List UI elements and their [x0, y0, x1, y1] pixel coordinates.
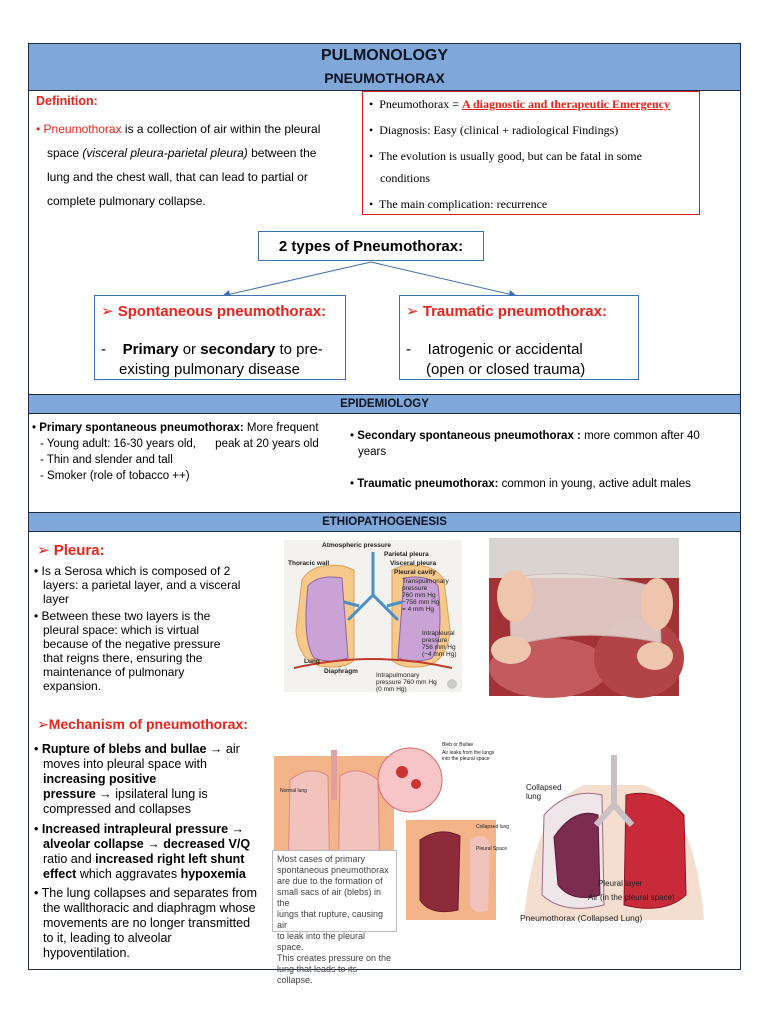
definition-line4: complete pulmonary collapse. [47, 194, 206, 208]
keypoint-1-emphasis: A diagnostic and therapeutic Emergency [461, 97, 670, 111]
mechanism-bullet-3: • The lung collapses and separates from the wallthoracic and diaphragm whose movements are no longer transmitted to it, leading to alveolar hypoventilation. [34, 886, 284, 961]
traumatic-type-box: ➢ Traumatic pneumothorax: - Iatrogenic or accidental (open or closed trauma) [399, 295, 639, 380]
pleura-photo-illustration [489, 538, 679, 696]
label-intrapulmonary-760: pressure 760 mm Hg [376, 679, 437, 686]
definition-heading: Definition: [36, 94, 98, 108]
keypoints-box: • Pneumothorax = A diagnostic and therapeutic Emergency • Diagnosis: Easy (clinical + radiological Findings) • The evolution is usually good, but can be fatal in some conditions • The main complication: recurrence [362, 91, 700, 215]
pleura-heading [37, 541, 105, 559]
traumatic-heading: Traumatic pneumothorax: [422, 303, 607, 320]
label-visceral-pleura: Visceral pleura [390, 560, 437, 567]
bleb-caption [272, 850, 397, 985]
arrow-bullet-icon: ➢ [37, 716, 49, 732]
epidemiology-traumatic: • Traumatic pneumothorax: common in young, active adult males [350, 478, 691, 490]
label-parietal-pleura: Parietal pleura [384, 551, 429, 558]
m2-arrow2: → [143, 837, 164, 851]
m3-l2: the wallthoracic and diaphragm whose [43, 901, 256, 915]
arrow-bullet-icon: ➢ [406, 303, 423, 320]
label-pleural-space: Pleural Space [476, 846, 508, 852]
label-0mmhg: (0 mm Hg) [376, 686, 407, 693]
spontaneous-secondary: secondary [200, 341, 276, 358]
m1-increasing: increasing positive [43, 772, 157, 786]
label-air-in-pleural-space: Air (in the pleural space) [588, 893, 675, 902]
label-intrapleural: Intrapleural [422, 630, 455, 637]
definition-term: Pneumothorax [43, 122, 122, 136]
pleural-pressure-diagram [284, 540, 462, 692]
epi-secondary-heading: Secondary spontaneous pneumothorax : [357, 430, 581, 442]
epi-primary-rest: More frequent [243, 422, 319, 434]
m3-l1: The lung collapses and separates from [41, 886, 258, 900]
pleura-bullet-2: • Between these two layers is the pleural space: which is virtual because of the negative pressure that reigns there, ensuring the maintenance of pulmonary expansion. [34, 609, 274, 693]
spontaneous-to-pre: to pre- [275, 341, 323, 358]
keypoint-3: The evolution is usually good, but can be fatal in some [378, 149, 642, 163]
label-intrapulmonary: Intrapulmonary [376, 672, 420, 679]
m2-ratio: ratio and [43, 852, 96, 866]
label-760: 760 mm Hg [402, 592, 436, 599]
definition-line2-italic: (visceral pleura-parietal pleura) [82, 146, 248, 160]
epi-primary-age: - Young adult: 16-30 years old, peak at 20 years old [40, 438, 319, 450]
pleura-b2-l6: expansion. [43, 679, 102, 693]
label-intrapleural-pressure: pressure [422, 637, 448, 644]
arrow-bullet-icon: ➢ [101, 303, 118, 320]
epi-primary-smoker: - Smoker (role of tobacco ++) [40, 470, 190, 482]
collapsed-lung-caption: Pneumothorax (Collapsed Lung) [520, 913, 643, 923]
keypoint-4: The main complication: recurrence [378, 197, 548, 211]
section-title-epidemiology: EPIDEMIOLOGY [29, 394, 740, 414]
label-atmospheric-pressure: Atmospheric pressure [322, 542, 391, 549]
label-collapsed: Collapsed [526, 783, 562, 792]
caption-line-3: are due to the formation of [277, 876, 383, 886]
pleura-b2-l5: maintenance of pulmonary [43, 665, 185, 679]
label-bleb-bullae: Bleb or Bullae [442, 742, 474, 748]
m2-vq: decreased V/Q [163, 837, 251, 851]
m3-l4: to it, leading to alveolar [43, 931, 172, 945]
label-collapsed-lung: Collapsed lung [476, 824, 510, 830]
m1-blebs: Rupture of blebs and bullae [41, 742, 207, 756]
m2-hypoxemia: hypoxemia [180, 867, 246, 881]
m1-compressed: compressed and collapses [43, 802, 191, 816]
m1-air: → air [206, 742, 240, 756]
mechanism-bullet-2: • Increased intrapleural pressure → alveolar collapse → decreased V/Q ratio and increased right left shunt effect which aggravates hypoxemia [34, 822, 251, 881]
label-4mmhg: = 4 mm Hg [402, 606, 434, 613]
pleura-b1-l3: layer [43, 592, 70, 606]
m2-arrow1: → [228, 822, 245, 836]
spontaneous-primary: Primary [122, 341, 179, 358]
caption-line-7: This creates pressure on the [277, 953, 392, 963]
definition-line2b: between the [247, 146, 317, 160]
definition-line2a: space [47, 146, 83, 160]
label-transpulmonary-pressure: pressure [402, 585, 428, 592]
m1-pressure: pressure [43, 787, 96, 801]
epi-traumatic-rest: common in young, active adult males [498, 478, 691, 490]
keypoint-2: Diagnosis: Easy (clinical + radiological Findings) [379, 123, 619, 137]
mechanism-bullet-1: • Rupture of blebs and bullae → air moves into pleural space with increasing positive pressure → ipsilateral lung is compressed and collapses [34, 742, 274, 817]
section-title-pneumothorax: PNEUMOTHORAX [29, 67, 740, 91]
epi-primary-heading: Primary spontaneous pneumothorax: [39, 422, 244, 434]
label-diaphragm: Diaphragm [324, 668, 358, 675]
epi-traumatic-heading: Traumatic pneumothorax: [357, 478, 499, 490]
label-minus756: −756 mm Hg [402, 599, 440, 606]
caption-line-4: small sacs of air (blebs) in the [277, 887, 382, 908]
epidemiology-primary: • Primary spontaneous pneumothorax: More frequent - Young adult: 16-30 years old, peak at 20 years old - Thin and slender and tall - Smoker (role of tobacco ++) [32, 420, 352, 484]
label-air-leaks: Air leaks from the lungs [442, 750, 495, 756]
epi-primary-build: - Thin and slender and tall [40, 454, 173, 466]
pleura-b2-l1: Between these two layers is the [41, 609, 211, 623]
label-756: 756 mm Hg [422, 644, 456, 651]
label-normal-lung: Normal lung [280, 788, 307, 794]
pleura-b2-l4: that reigns there, ensuring the [43, 651, 203, 665]
m3-l3: movements are no longer transmitted [43, 916, 251, 930]
mechanism-heading [37, 716, 248, 733]
keypoint-1: Pneumothorax = [379, 97, 462, 111]
m1-moves: moves into pleural space with [43, 757, 207, 771]
page-title: PULMONOLOGY [29, 44, 740, 68]
pleura-b2-l3: because of the negative pressure [43, 637, 221, 651]
label-lung: Lung [304, 658, 320, 665]
definition-text: • Pneumothorax is a collection of air within the pleural space (visceral pleura-parietal pleura) between the lung and the chest wall, that can lead to partial or complete pulmonary collapse. [36, 117, 356, 213]
caption-line-1: Most cases of primary [277, 854, 366, 864]
spontaneous-or: or [178, 341, 201, 358]
pleura-b2-l2: pleural space: which is virtual [43, 623, 200, 637]
m1-ipsilateral: → ipsilateral lung is [95, 787, 208, 801]
m2-effect: effect [43, 867, 77, 881]
pleura-b1-l2: layers: a parietal layer, and a visceral [43, 578, 241, 592]
spontaneous-line2: existing pulmonary disease [119, 361, 300, 378]
m2-aggravates: which aggravates [76, 867, 181, 881]
bleb-rupture-diagram [270, 740, 510, 985]
keypoint-3-cont: conditions [380, 171, 430, 185]
pleura-bullet-1: • Is a Serosa which is composed of 2 layers: a parietal layer, and a visceral layer [34, 564, 274, 606]
caption-line-6: to leak into the pleural space. [277, 931, 366, 952]
types-title: 2 types of Pneumothorax: [258, 231, 484, 261]
definition-line3: lung and the chest wall, that can lead to partial or [47, 170, 308, 184]
m2-shunt: increased right left shunt [95, 852, 245, 866]
traumatic-line1: Iatrogenic or accidental [427, 341, 583, 358]
mechanism-heading-text: Mechanism of pneumothorax: [48, 716, 248, 732]
m2-intrapleural: Increased intrapleural pressure [41, 822, 229, 836]
spontaneous-type-box: ➢ Spontaneous pneumothorax: - Primary or secondary to pre- existing pulmonary disease [94, 295, 346, 380]
label-into-pleural: into the pleural space [442, 756, 490, 762]
caption-line-5: lungs that rupture, causing air [277, 909, 384, 930]
epi-secondary-years: years [358, 446, 387, 458]
caption-line-2: spontaneous pneumothorax [277, 865, 389, 875]
label-thoracic-wall: Thoracic wall [288, 560, 330, 567]
spontaneous-heading: Spontaneous pneumothorax: [117, 303, 327, 320]
pleura-heading-text: Pleura: [53, 542, 105, 559]
definition-line1: is a collection of air within the pleural [121, 122, 321, 136]
label-pleural-cavity: Pleural cavity [394, 569, 436, 576]
pleura-membrane-photo [489, 538, 679, 696]
caption-line-8: lung that leads to its collapse. [277, 964, 358, 985]
m3-l5: hypoventilation. [43, 946, 130, 960]
section-title-ethiopathogenesis: ETHIOPATHOGENESIS [29, 512, 740, 532]
label-pleural-layer: Pleural layer [598, 879, 643, 888]
arrow-bullet-icon: ➢ [37, 542, 54, 559]
epidemiology-secondary: • Secondary spontaneous pneumothorax : more common after 40 years [350, 428, 730, 460]
traumatic-line2: (open or closed trauma) [426, 361, 586, 378]
collapsed-lung-diagram [514, 745, 714, 930]
label-minus4: (−4 mm Hg) [422, 651, 457, 658]
m2-alveolar: alveolar collapse [43, 837, 144, 851]
pleura-b1-l1: Is a Serosa which is composed of 2 [41, 564, 231, 578]
label-lung-4: lung [526, 792, 542, 801]
label-transpulmonary: Transpulmonary [402, 578, 449, 585]
collapsed-lung-illustration [514, 745, 714, 930]
epi-secondary-rest: more common after 40 [580, 430, 700, 442]
